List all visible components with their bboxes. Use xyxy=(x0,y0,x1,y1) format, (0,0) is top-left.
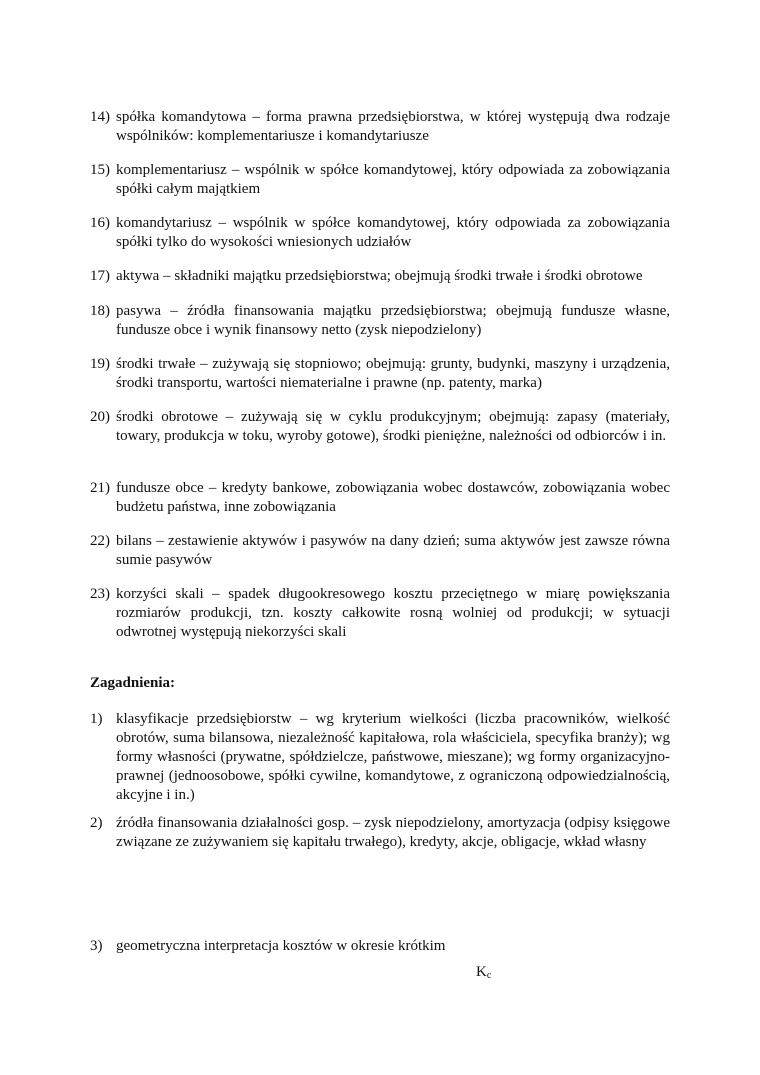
item-text: korzyści skali – spadek długookresowego kosztu przeciętnego w miarę powiększania rozmiarów produkcji, tzn. koszty całkowite rosną wolniej od produkcji; w sytuacji odwrotnej występują niekorzyści skali xyxy=(116,586,670,640)
item-number: 21) xyxy=(90,480,110,496)
definition-item-21 xyxy=(90,479,670,517)
issue-item-2 xyxy=(90,814,670,852)
definition-item-18 xyxy=(90,302,670,340)
definition-item-19 xyxy=(90,355,670,393)
item-number: 17) xyxy=(90,268,110,284)
item-text: spółka komandytowa – forma prawna przedsiębiorstwa, w której występują dwa rodzaje wspólników: komplementariusze i komandytariusze xyxy=(116,109,670,144)
item-text: aktywa – składniki majątku przedsiębiorstwa; obejmują środki trwałe i środki obrotowe xyxy=(116,268,643,284)
item-text: pasywa – źródła finansowania majątku przedsiębiorstwa; obejmują fundusze własne, fundusze obce i wynik finansowy netto (zysk niepodzielony) xyxy=(116,303,670,338)
item-number: 16) xyxy=(90,215,110,231)
item-number: 1) xyxy=(90,711,103,727)
item-text: komplementariusz – wspólnik w spółce komandytowej, który odpowiada za zobowiązania spółki całym majątkiem xyxy=(116,162,670,197)
axis-label-main: K xyxy=(476,964,487,980)
item-text: bilans – zestawienie aktywów i pasywów na dany dzień; suma aktywów jest zawsze równa sumie pasywów xyxy=(116,533,670,568)
item-number: 23) xyxy=(90,586,110,602)
item-number: 19) xyxy=(90,356,110,372)
issue-item-3 xyxy=(90,937,670,956)
item-number: 22) xyxy=(90,533,110,549)
issues-heading: Zagadnienia: xyxy=(90,675,176,691)
item-number: 20) xyxy=(90,409,110,425)
definition-item-17 xyxy=(90,267,670,286)
item-number: 18) xyxy=(90,303,110,319)
item-text: środki obrotowe – zużywają się w cyklu produkcyjnym; obejmują: zapasy (materiały, towary, produkcja w toku, wyroby gotowe), środki pieniężne, należności od odbiorców i in. xyxy=(116,409,670,444)
item-text: komandytariusz – wspólnik w spółce komandytowej, który odpowiada za zobowiązania spółki tylko do wysokości wniesionych udziałów xyxy=(116,215,670,250)
axis-label-subscript: c xyxy=(486,970,492,981)
definition-item-16 xyxy=(90,214,670,252)
definition-item-14 xyxy=(90,108,670,146)
item-text: środki trwałe – zużywają się stopniowo; obejmują: grunty, budynki, maszyny i urządzenia, środki transportu, wartości niematerialne i prawne (np. patenty, marka) xyxy=(116,356,670,391)
item-number: 3) xyxy=(90,938,103,954)
definition-item-22 xyxy=(90,532,670,570)
figure-axis-label xyxy=(476,963,491,985)
definition-item-20 xyxy=(90,408,670,446)
item-number: 14) xyxy=(90,109,110,125)
definition-item-15 xyxy=(90,161,670,199)
issue-item-1 xyxy=(90,710,670,805)
item-text: źródła finansowania działalności gosp. – zysk niepodzielony, amortyzacja (odpisy księgowe związane ze zużywaniem się kapitału trwałego), kredyty, akcje, obligacje, wkład własny xyxy=(116,815,670,850)
definition-item-23 xyxy=(90,585,670,642)
item-number: 2) xyxy=(90,815,103,831)
item-text: geometryczna interpretacja kosztów w okresie krótkim xyxy=(116,938,446,954)
item-text: fundusze obce – kredyty bankowe, zobowiązania wobec dostawców, zobowiązania wobec budżetu państwa, inne zobowiązania xyxy=(116,480,670,515)
item-number: 15) xyxy=(90,162,110,178)
item-text: klasyfikacje przedsiębiorstw – wg kryterium wielkości (liczba pracowników, wielkość obrotów, suma bilansowa, niezależność kapitałowa, rola właściciela, specyfika branży); wg formy własności (prywatne, spółdzielcze, państwowe, mieszane); wg formy organizacyjno-prawnej (jednoosobowe, spółki cywilne, komandytowe, z ograniczoną odpowiedzialnością, akcyjne i in.) xyxy=(116,711,670,803)
